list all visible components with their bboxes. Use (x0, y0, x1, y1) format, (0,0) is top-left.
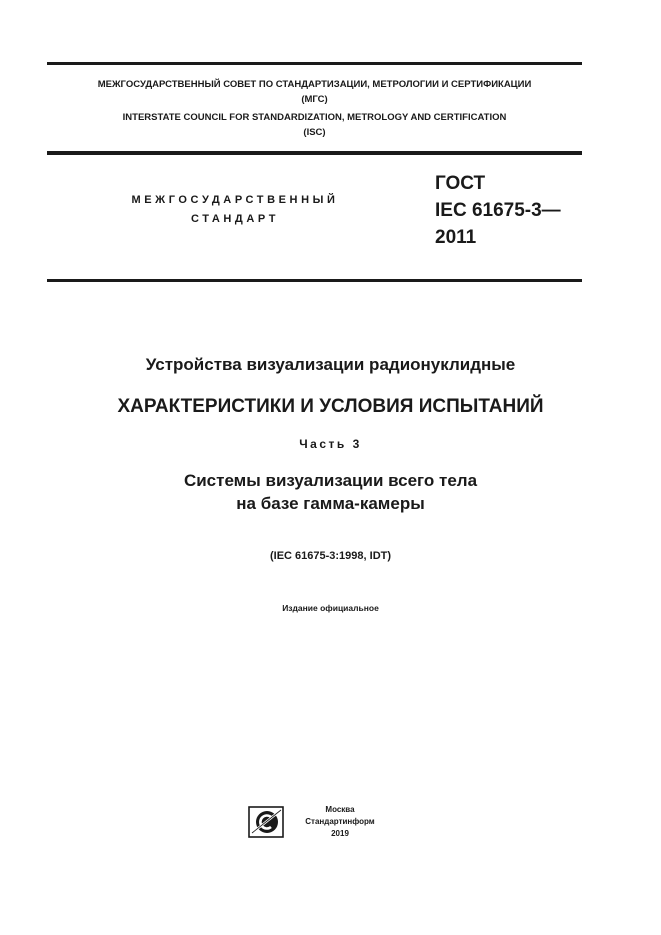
council-abbr-en: (ISC) (303, 127, 326, 138)
standartinform-logo-icon (248, 806, 284, 838)
subtitle-line2: на базе гамма-камеры (236, 494, 425, 513)
header-divider-rule (47, 151, 582, 155)
council-name-ru: МЕЖГОСУДАРСТВЕННЫЙ СОВЕТ ПО СТАНДАРТИЗАЦИИ, МЕТРОЛОГИИ И СЕРТИФИКАЦИИ (97, 79, 532, 90)
publisher-city: Москва (325, 805, 355, 814)
official-edition-note: Издание официальное (282, 603, 379, 613)
part-number: Часть 3 (299, 437, 362, 451)
council-abbr-ru: (МГС) (301, 94, 328, 105)
standard-kind-line2: СТАНДАРТ (190, 213, 280, 225)
council-name-en: INTERSTATE COUNCIL FOR STANDARDIZATION, METROLOGY AND CERTIFICATION (122, 112, 507, 123)
standard-kind-line1: МЕЖГОСУДАРСТВЕННЫЙ (131, 194, 339, 206)
subtitle-line1: Системы визуализации всего тела (183, 471, 478, 490)
document-title-line1: Устройства визуализации радионуклидные (145, 355, 516, 374)
document-title-line2: ХАРАКТЕРИСТИКИ И УСЛОВИЯ ИСПЫТАНИЙ (117, 396, 544, 417)
designation-line3: 2011 (435, 227, 477, 248)
publisher-imprint (294, 804, 386, 840)
designation-line1: ГОСТ (435, 173, 486, 194)
top-rule (47, 62, 582, 65)
iec-reference: (IEC 61675-3:1998, IDT) (269, 550, 392, 562)
publication-year: 2019 (331, 829, 349, 838)
designation-divider-rule (47, 279, 582, 282)
standard-designation (435, 170, 561, 251)
publisher-block (248, 806, 388, 838)
publisher-name: Стандартинформ (305, 817, 375, 826)
designation-line2: IEC 61675-3— (435, 200, 561, 221)
